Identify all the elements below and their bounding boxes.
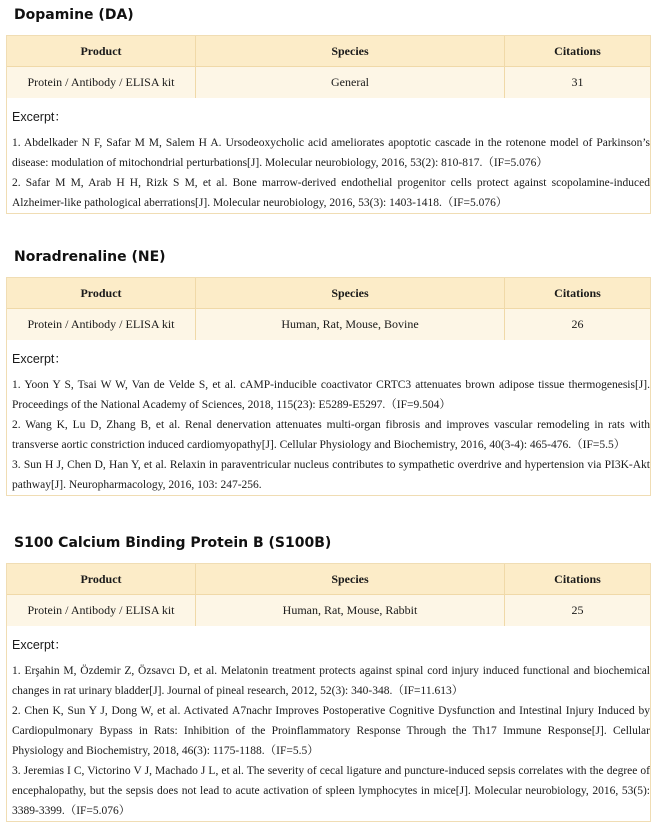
- cell-species: Human, Rat, Mouse, Bovine: [196, 309, 505, 341]
- cell-product: Protein / Antibody / ELISA kit: [7, 309, 196, 341]
- header-species: Species: [196, 564, 505, 595]
- table-row: [7, 309, 650, 341]
- section-title: S100 Calcium Binding Protein B (S100B): [14, 535, 332, 551]
- reference-item: 2. Safar M M, Arab H H, Rizk S M, et al. Bone marrow-derived endothelial progenitor cells protect against scopolamine-induced Alzheimer-like pathological aberrations[J]. Molecular neurobiology, 2016, 53(3): 1403-1418.（IF=5.076）: [12, 177, 650, 209]
- reference-list: [12, 661, 650, 821]
- reference-item: 1. Erşahin M, Özdemir Z, Özsavcı D, et al. Melatonin treatment protects against spinal cord injury induced functional and biochemical changes in rat urinary bladder[J]. Journal of pineal research, 2012, 52(3): 340-348.（IF=11.613）: [12, 665, 650, 697]
- product-table: [7, 278, 650, 340]
- cell-species: General: [196, 67, 505, 99]
- header-citations: Citations: [505, 36, 651, 67]
- cell-product: Protein / Antibody / ELISA kit: [7, 595, 196, 627]
- reference-item: 3. Sun H J, Chen D, Han Y, et al. Relaxin in paraventricular nucleus contributes to sympathetic overdrive and hypertension via PI3K-Akt pathway[J]. Neuropharmacology, 2016, 103: 247-256.: [12, 459, 650, 491]
- product-table-card: [6, 35, 651, 214]
- table-header-row: [7, 278, 650, 309]
- header-species: Species: [196, 278, 505, 309]
- product-table: [7, 36, 650, 98]
- cell-citations: 31: [505, 67, 651, 99]
- excerpt-label: Excerpt：: [12, 638, 67, 652]
- header-product: Product: [7, 564, 196, 595]
- cell-product: Protein / Antibody / ELISA kit: [7, 67, 196, 99]
- reference-item: 1. Abdelkader N F, Safar M M, Salem H A. Ursodeoxycholic acid ameliorates apoptotic cascade in the rotenone model of Parkinson’s disease: modulation of mitochondrial perturbations[J]. Molecular neurobiology, 2016, 53(2): 810-817.（IF=5.076）: [12, 137, 650, 169]
- excerpt-label: Excerpt：: [12, 352, 67, 366]
- excerpt-label: Excerpt：: [12, 110, 67, 124]
- cell-citations: 26: [505, 309, 651, 341]
- reference-item: 2. Wang K, Lu D, Zhang B, et al. Renal denervation attenuates multi-organ fibrosis and improves vascular remodeling in rats with transverse aortic constriction induced cardiomyopathy[J]. Cellular Physiology and Biochemistry, 2016, 40(3-4): 465-476.（IF=5.5）: [12, 419, 650, 451]
- reference-item: 3. Jeremias I C, Victorino V J, Machado J L, et al. The severity of cecal ligature and puncture-induced sepsis correlates with the degree of encephalopathy, but the sepsis does not lead to acute activation of spleen lymphocytes in mice[J]. Molecular neurobiology, 2016, 53(5): 3389-3399.（IF=5.076）: [12, 765, 650, 817]
- header-product: Product: [7, 36, 196, 67]
- section-dopamine: [6, 6, 651, 214]
- reference-item: 2. Chen K, Sun Y J, Dong W, et al. Activated Α7nachr Improves Postoperative Cognitive Dysfunction and Intestinal Injury Induced by Cardiopulmonary Bypass in Rats: Inhibition of the Proinflammatory Response Through the Th17 Immune Response[J]. Cellular Physiology and Biochemistry, 2018, 46(3): 1175-1188.（IF=5.5）: [12, 705, 650, 757]
- product-table-card: [6, 563, 651, 822]
- section-title: Dopamine (DA): [14, 7, 134, 23]
- table-header-row: [7, 564, 650, 595]
- header-species: Species: [196, 36, 505, 67]
- reference-item: 1. Yoon Y S, Tsai W W, Van de Velde S, et al. cAMP-inducible coactivator CRTC3 attenuates brown adipose tissue thermogenesis[J]. Proceedings of the National Academy of Sciences, 2018, 115(23): E5289-E5297.（IF=9.504）: [12, 379, 650, 411]
- table-row: [7, 595, 650, 627]
- section-s100b: [6, 534, 651, 822]
- header-citations: Citations: [505, 564, 651, 595]
- cell-species: Human, Rat, Mouse, Rabbit: [196, 595, 505, 627]
- section-noradrenaline: [6, 248, 651, 496]
- header-citations: Citations: [505, 278, 651, 309]
- cell-citations: 25: [505, 595, 651, 627]
- table-row: [7, 67, 650, 99]
- product-table-card: [6, 277, 651, 496]
- section-title: Noradrenaline (NE): [14, 249, 166, 265]
- table-header-row: [7, 36, 650, 67]
- header-product: Product: [7, 278, 196, 309]
- reference-list: [12, 375, 650, 495]
- product-table: [7, 564, 650, 626]
- reference-list: [12, 133, 650, 213]
